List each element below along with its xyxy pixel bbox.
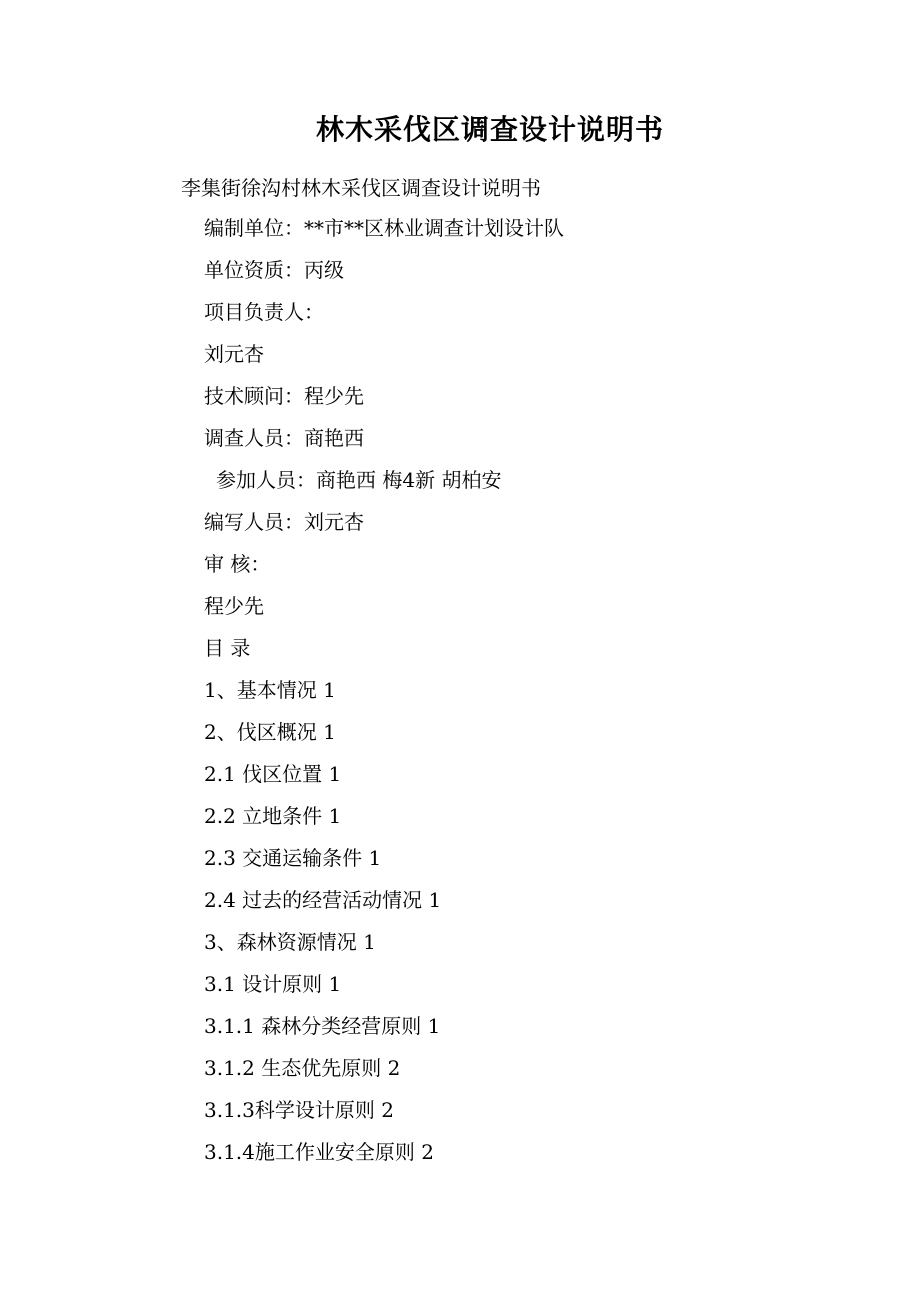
toc-item: 3.1.4施工作业安全原则 2 <box>204 1140 434 1164</box>
project-leader-name: 刘元杏 <box>204 342 264 366</box>
toc-item: 1、基本情况 1 <box>204 678 336 702</box>
toc-item: 3、森林资源情况 1 <box>204 930 376 954</box>
toc-item: 2、伐区概况 1 <box>204 720 336 744</box>
toc-item: 3.1 设计原则 1 <box>204 972 342 996</box>
toc-item: 3.1.1 森林分类经营原则 1 <box>204 1014 441 1038</box>
reviewer-label: 审 核： <box>204 552 271 576</box>
technical-advisor: 技术顾问：程少先 <box>204 384 364 408</box>
compiling-unit: 编制单位：**市**区林业调查计划设计队 <box>204 216 564 240</box>
toc-item: 2.4 过去的经营活动情况 1 <box>204 888 442 912</box>
toc-item: 3.1.2 生态优先原则 2 <box>204 1056 401 1080</box>
document-subtitle: 李集街徐沟村林木采伐区调查设计说明书 <box>181 176 541 200</box>
document-body <box>204 214 564 1180</box>
document-title: 林木采伐区调查设计说明书 <box>315 113 664 146</box>
survey-staff: 调查人员：商艳西 <box>204 426 364 450</box>
toc-item: 2.3 交通运输条件 1 <box>204 846 382 870</box>
toc-item: 3.1.3科学设计原则 2 <box>204 1098 394 1122</box>
participating-staff: 参加人员：商艳西 梅4新 胡柏安 <box>216 468 502 492</box>
project-leader-label: 项目负责人： <box>204 300 324 324</box>
toc-item: 2.2 立地条件 1 <box>204 804 342 828</box>
writing-staff: 编写人员：刘元杏 <box>204 510 364 534</box>
reviewer-name: 程少先 <box>204 594 264 618</box>
toc-heading: 目 录 <box>204 636 251 660</box>
unit-qualification: 单位资质：丙级 <box>204 258 344 282</box>
toc-item: 2.1 伐区位置 1 <box>204 762 342 786</box>
